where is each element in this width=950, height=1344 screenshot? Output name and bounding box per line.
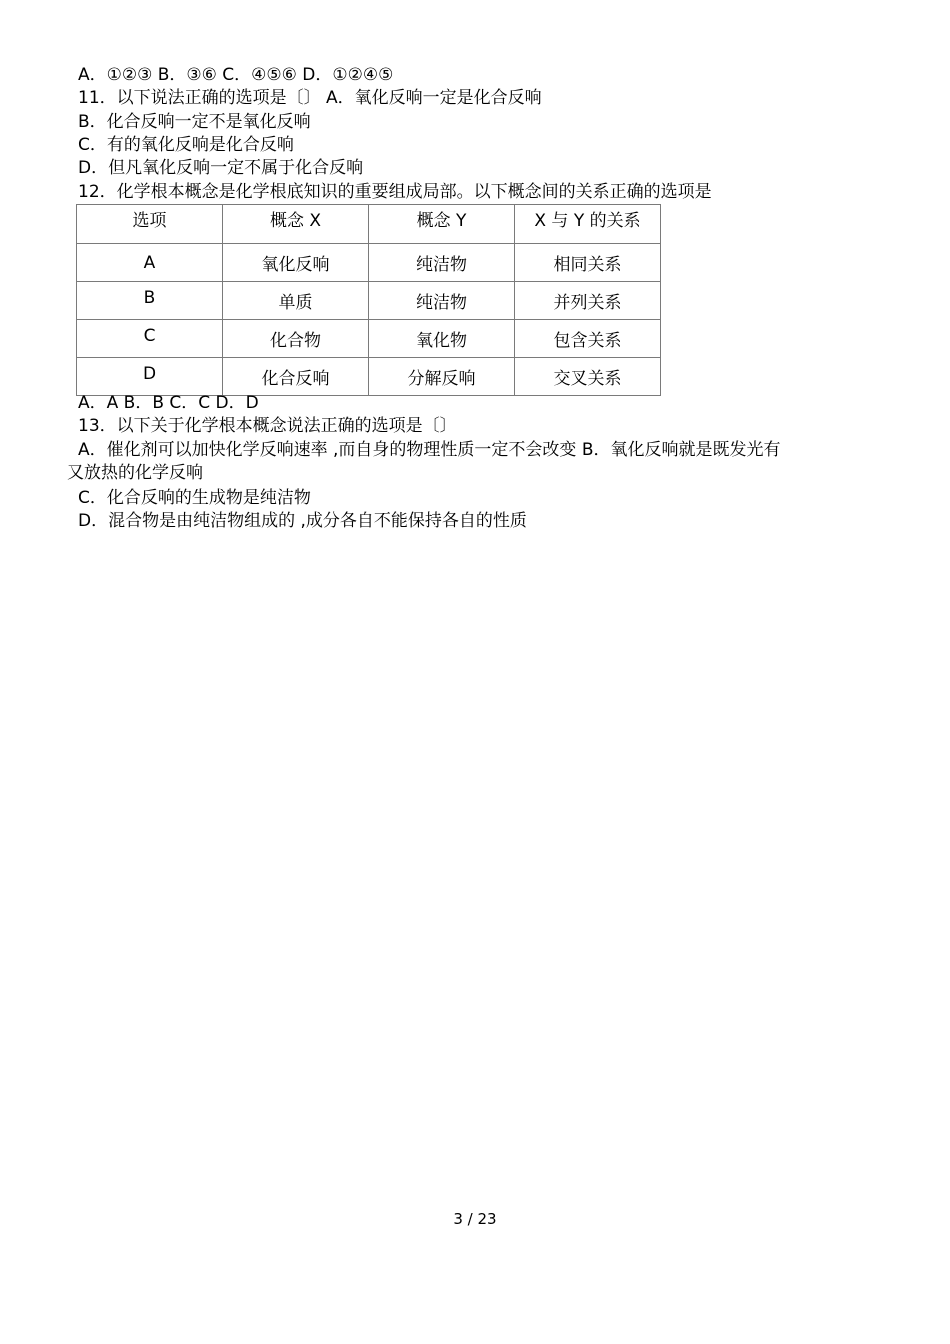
table-row (77, 358, 661, 396)
q13-option-d: D．混合物是由纯洁物组成的 ,成分各自不能保持各自的性质 (78, 511, 527, 531)
q13-option-c: C．化合反响的生成物是纯洁物 (78, 488, 311, 508)
table-cell: 分解反响 (369, 358, 515, 396)
table-cell: A (77, 244, 223, 282)
q13-option-a-line1: A．催化剂可以加快化学反响速率 ,而自身的物理性质一定不会改变 B．氧化反响就是既发光有 (78, 440, 781, 460)
table-row (77, 320, 661, 358)
table-cell: 单质 (223, 282, 369, 320)
table-cell: 相同关系 (515, 244, 661, 282)
table-cell: 化合物 (223, 320, 369, 358)
q11-option-d: D．但凡氧化反响一定不属于化合反响 (78, 158, 364, 178)
table-cell: B (77, 282, 223, 320)
q13-option-a-line2: 又放热的化学反响 (67, 463, 203, 483)
table-header-row (77, 205, 661, 244)
q12-stem: 12．化学根本概念是化学根底知识的重要组成局部。以下概念间的关系正确的选项是 (78, 182, 712, 202)
header-option: 选项 (77, 205, 223, 244)
table-cell: 纯洁物 (369, 244, 515, 282)
q13-stem: 13．以下关于化学根本概念说法正确的选项是〔〕 (78, 416, 457, 436)
table-cell: 包含关系 (515, 320, 661, 358)
table-cell: 纯洁物 (369, 282, 515, 320)
table-row (77, 282, 661, 320)
table-cell: 氧化反响 (223, 244, 369, 282)
header-relationship: X 与 Y 的关系 (515, 205, 661, 244)
q10-options: A．①②③ B．③⑥ C．④⑤⑥ D．①②④⑤ (78, 65, 394, 85)
q11-stem: 11．以下说法正确的选项是〔〕 A．氧化反响一定是化合反响 (78, 88, 542, 108)
table-row (77, 244, 661, 282)
table-cell: 氧化物 (369, 320, 515, 358)
table-cell: C (77, 320, 223, 358)
page-number: 3 / 23 (453, 1210, 497, 1228)
table-cell: 交叉关系 (515, 358, 661, 396)
q12-options: A．A B．B C．C D．D (78, 393, 259, 413)
table-cell: 并列关系 (515, 282, 661, 320)
table-cell: 化合反响 (223, 358, 369, 396)
concept-relationship-table (76, 204, 661, 396)
table-cell: D (77, 358, 223, 396)
header-concept-x: 概念 X (223, 205, 369, 244)
header-concept-y: 概念 Y (369, 205, 515, 244)
q11-option-c: C．有的氧化反响是化合反响 (78, 135, 294, 155)
q11-option-b: B．化合反响一定不是氧化反响 (78, 112, 311, 132)
